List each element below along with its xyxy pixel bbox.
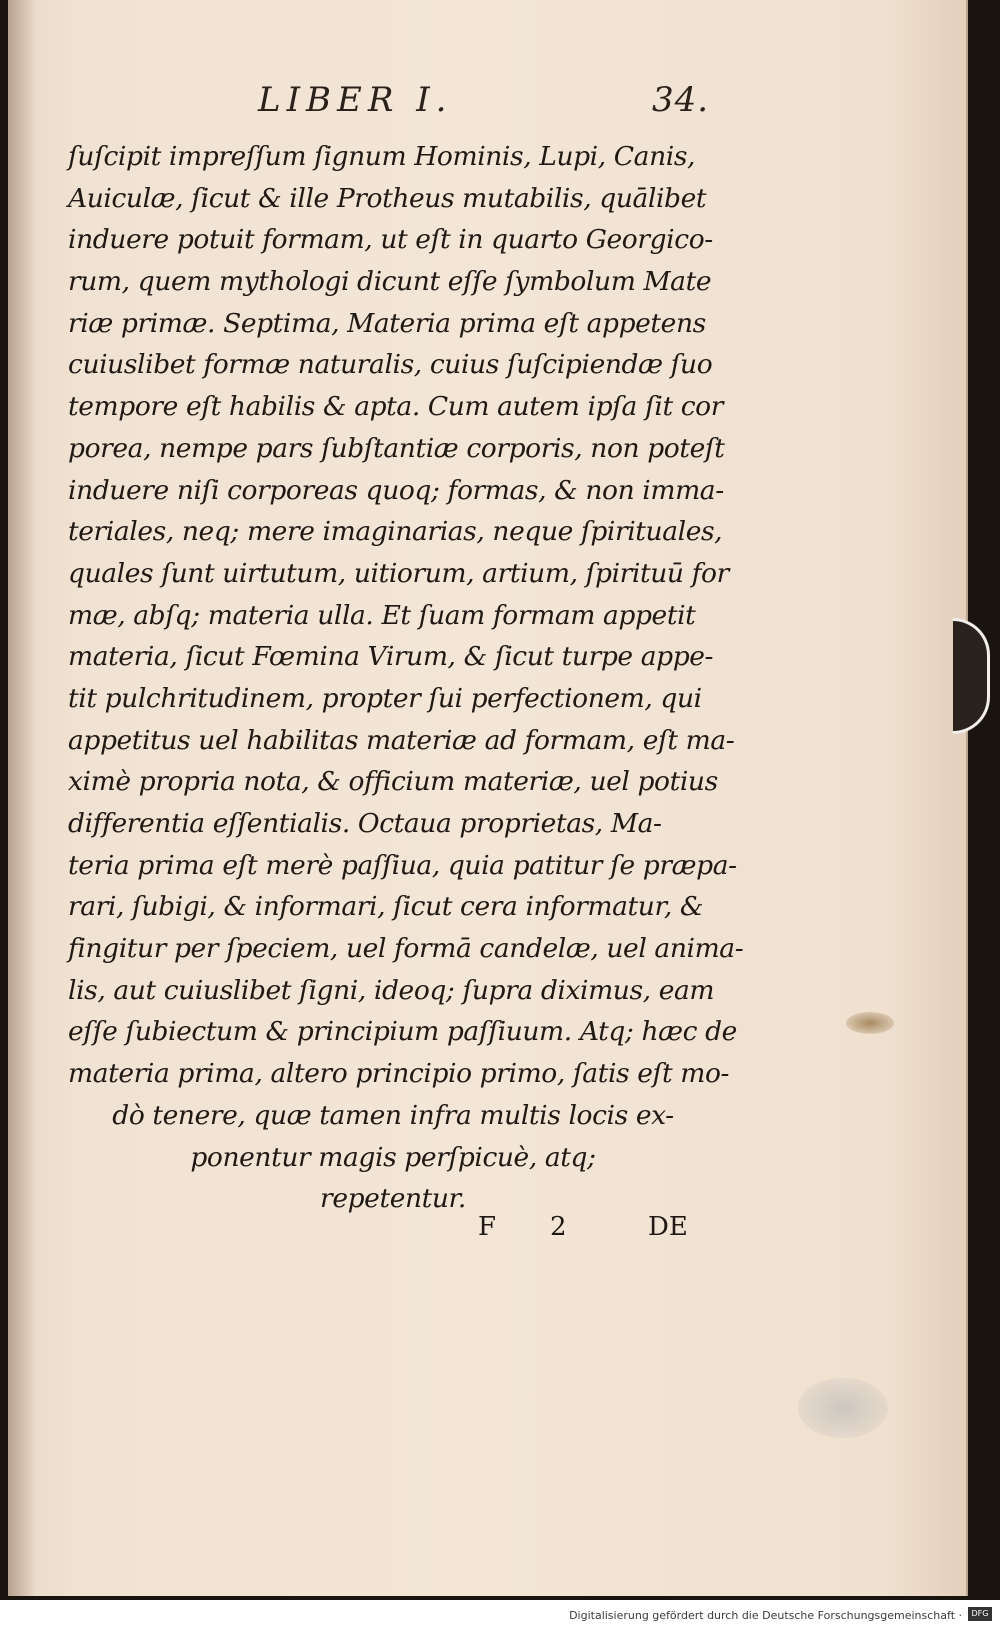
digitization-footer bbox=[0, 1600, 1000, 1628]
text-line: cuiuslibet formæ naturalis, cuius ſuſcipiendæ ſuo bbox=[68, 349, 713, 381]
text-line: materia prima, altero principio primo, ſatis eſt mo- bbox=[68, 1058, 730, 1090]
running-head: LIBER I. bbox=[258, 80, 453, 120]
text-line: rari, ſubigi, & informari, ſicut cera informatur, & bbox=[68, 891, 704, 923]
text-line: tempore eſt habilis & apta. Cum autem ipſa ſit cor bbox=[68, 391, 723, 423]
paper-stain-faint bbox=[798, 1378, 888, 1438]
text-line: riæ primæ. Septima, Materia prima eſt appetens bbox=[68, 307, 706, 339]
dfg-logo: DFG bbox=[968, 1607, 992, 1621]
text-line: rum, quem mythologi dicunt eſſe ſymbolum Mate bbox=[68, 266, 712, 298]
signature-line bbox=[478, 1212, 728, 1252]
text-line: ſuſcipit impreſſum ſignum Hominis, Lupi, Canis, bbox=[68, 141, 696, 172]
text-line: teriales, neq; mere imaginarias, neque ſpirituales, bbox=[68, 516, 723, 548]
text-line: ximè propria nota, & officium materiæ, uel potius bbox=[68, 766, 718, 798]
closing-line: ponentur magis perſpicuè, atq; bbox=[190, 1141, 596, 1173]
body-text bbox=[68, 136, 744, 1220]
paper-stain bbox=[846, 1012, 894, 1034]
text-line: differentia eſſentialis. Octaua proprietas, Ma- bbox=[68, 808, 662, 839]
text-line: materia, ſicut Fœmina Virum, & ſicut turpe appe- bbox=[68, 641, 714, 673]
text-line: quales ſunt uirtutum, uitiorum, artium, ſpirituū for bbox=[68, 557, 729, 589]
folio-number: 34. bbox=[652, 80, 710, 120]
text-line: induere niſi corporeas quoq; formas, & non imma- bbox=[68, 474, 724, 506]
book-page bbox=[8, 0, 968, 1596]
funding-credit: Digitalisierung gefördert durch die Deutsche Forschungsgemeinschaft · bbox=[569, 1609, 962, 1622]
page-tab-marker bbox=[953, 618, 990, 734]
signature-number: 2 bbox=[550, 1212, 567, 1242]
catchword: DE bbox=[648, 1212, 688, 1242]
closing-line: repetentur. bbox=[320, 1183, 466, 1215]
text-line: eſſe ſubiectum & principium paſſiuum. Atq; hæc de bbox=[68, 1016, 737, 1048]
text-line: Auiculæ, ſicut & ille Protheus mutabilis, quālibet bbox=[68, 182, 707, 214]
signature-letter: F bbox=[478, 1212, 497, 1242]
text-line: fingitur per ſpeciem, uel formā candelæ, uel anima- bbox=[68, 933, 744, 965]
text-line: mæ, abſq; materia ulla. Et ſuam formam appetit bbox=[68, 599, 696, 631]
text-line: teria prima eſt merè paſſiua, quia patitur ſe præpa- bbox=[68, 849, 737, 881]
text-line: tit pulchritudinem, propter ſui perfectionem, qui bbox=[68, 682, 702, 714]
text-line: appetitus uel habilitas materiæ ad formam, eſt ma- bbox=[68, 724, 735, 756]
text-line: porea, nempe pars ſubſtantiæ corporis, non poteſt bbox=[68, 432, 725, 464]
page-header bbox=[68, 78, 718, 128]
text-line: induere potuit formam, ut eſt in quarto Georgico- bbox=[68, 224, 713, 256]
gutter-shadow bbox=[8, 0, 36, 1596]
closing-line: dò tenere, quæ tamen infra multis locis ex- bbox=[112, 1099, 674, 1131]
text-line: lis, aut cuiuslibet ſigni, ideoq; ſupra diximus, eam bbox=[68, 974, 715, 1006]
